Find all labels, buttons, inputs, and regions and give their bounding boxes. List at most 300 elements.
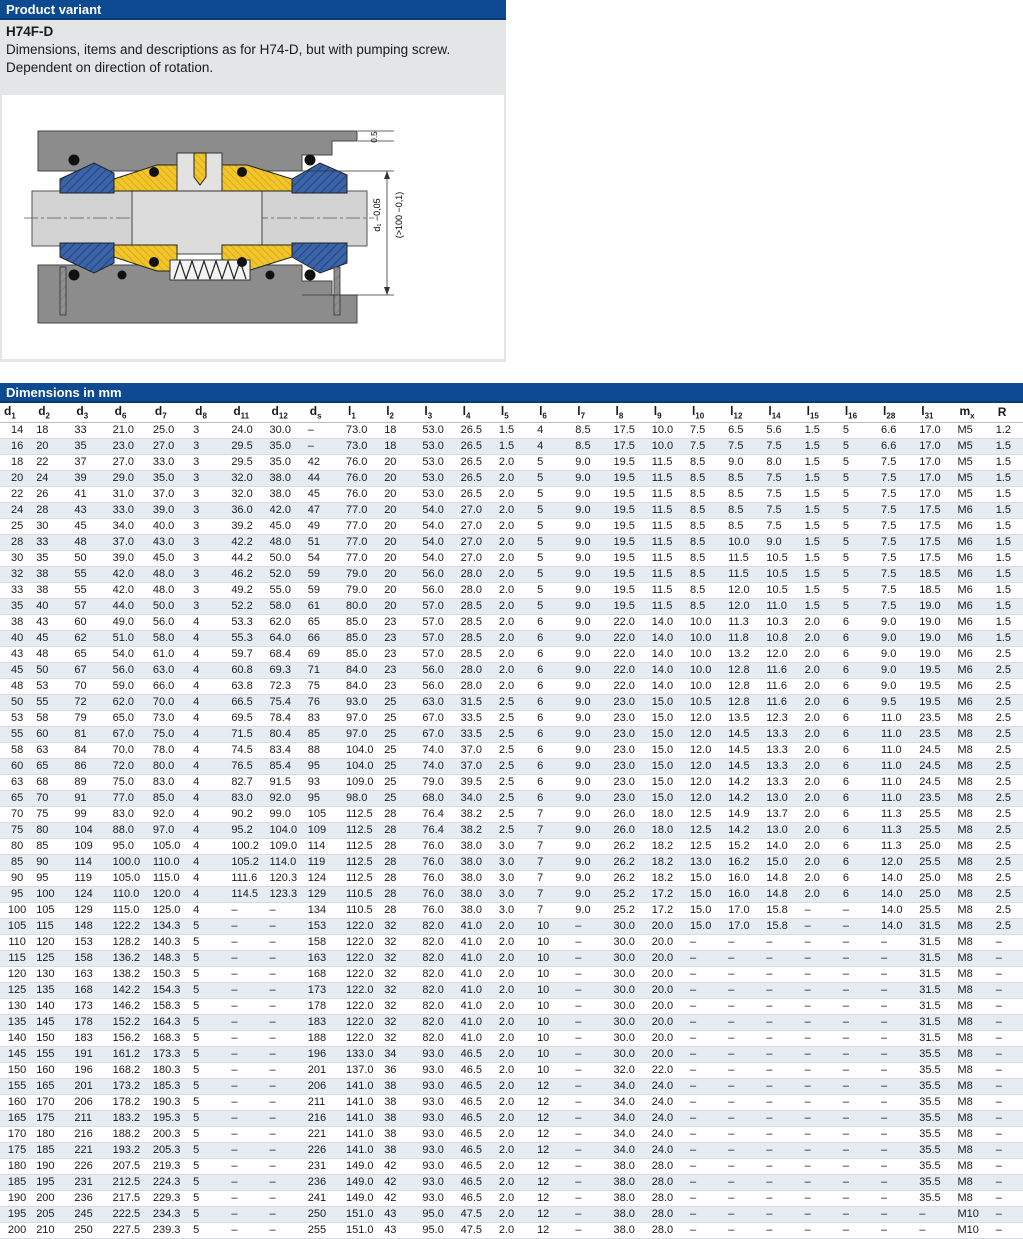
table-cell: 10.5: [688, 694, 726, 710]
table-cell: –: [841, 1206, 879, 1222]
table-cell: 14.2: [726, 790, 764, 806]
table-cell: 12.0: [688, 774, 726, 790]
table-cell: 58: [0, 742, 34, 758]
table-cell: 2.0: [497, 614, 535, 630]
table-cell: M8: [955, 822, 993, 838]
table-cell: –: [764, 966, 802, 982]
table-cell: 236: [72, 1190, 110, 1206]
table-cell: M8: [955, 742, 993, 758]
table-cell: 4: [191, 662, 229, 678]
table-cell: 93.0: [420, 1190, 458, 1206]
table-cell: 5.6: [764, 422, 802, 438]
table-cell: 12.0: [688, 790, 726, 806]
table-cell: –: [726, 1014, 764, 1030]
table-cell: 8.5: [688, 518, 726, 534]
table-cell: 205.3: [151, 1142, 191, 1158]
table-cell: –: [879, 1030, 917, 1046]
table-cell: 68.0: [420, 790, 458, 806]
table-cell: 245: [72, 1206, 110, 1222]
table-cell: 35.5: [917, 1142, 955, 1158]
table-cell: 114: [72, 854, 110, 870]
table-cell: 11.6: [764, 694, 802, 710]
table-cell: 70.0: [111, 742, 151, 758]
table-cell: 5: [535, 502, 573, 518]
column-header-d12: $d_{12}$: [268, 403, 306, 422]
table-cell: –: [573, 1110, 611, 1126]
table-cell: 4: [191, 742, 229, 758]
table-cell: –: [803, 1126, 841, 1142]
table-cell: –: [879, 1078, 917, 1094]
table-cell: 20: [382, 566, 420, 582]
table-cell: 44.2: [229, 550, 267, 566]
table-cell: 2.5: [994, 758, 1023, 774]
table-cell: 5: [191, 1158, 229, 1174]
table-cell: –: [994, 982, 1023, 998]
table-cell: 24: [34, 470, 72, 486]
table-cell: 31.5: [917, 998, 955, 1014]
table-cell: –: [688, 1222, 726, 1238]
table-cell: –: [994, 1078, 1023, 1094]
table-cell: 34: [382, 1046, 420, 1062]
table-cell: 7: [535, 854, 573, 870]
table-cell: 90: [0, 870, 34, 886]
table-cell: 46.5: [459, 1110, 497, 1126]
table-cell: 8.5: [688, 566, 726, 582]
table-cell: 5: [191, 1062, 229, 1078]
table-cell: 115: [0, 950, 34, 966]
table-cell: 56.0: [420, 566, 458, 582]
table-cell: 31.5: [917, 950, 955, 966]
table-cell: 20: [382, 486, 420, 502]
table-cell: M8: [955, 838, 993, 854]
table-cell: 15.0: [650, 790, 688, 806]
table-cell: 9.0: [573, 886, 611, 902]
table-cell: 201: [72, 1078, 110, 1094]
table-cell: 141.0: [344, 1110, 382, 1126]
table-cell: 115.0: [111, 902, 151, 918]
table-cell: M6: [955, 534, 993, 550]
table-cell: 68.4: [268, 646, 306, 662]
table-cell: 35.5: [917, 1174, 955, 1190]
table-cell: 23.0: [612, 774, 650, 790]
table-cell: 3: [191, 454, 229, 470]
table-cell: 63.8: [229, 678, 267, 694]
table-cell: 2.0: [803, 630, 841, 646]
table-cell: 19.5: [612, 486, 650, 502]
table-row: [0, 710, 1023, 726]
table-cell: 175: [34, 1110, 72, 1126]
table-cell: M6: [955, 678, 993, 694]
table-cell: 72.3: [268, 678, 306, 694]
table-cell: 39.0: [111, 550, 151, 566]
table-cell: 26.2: [612, 838, 650, 854]
table-cell: 37.0: [459, 742, 497, 758]
table-cell: 66: [306, 630, 344, 646]
table-cell: 44: [306, 470, 344, 486]
table-cell: 2.0: [497, 1014, 535, 1030]
table-cell: 151.0: [344, 1222, 382, 1238]
table-cell: –: [879, 950, 917, 966]
table-cell: 28.5: [459, 614, 497, 630]
table-cell: 2.5: [497, 790, 535, 806]
table-cell: 20: [382, 502, 420, 518]
table-cell: –: [841, 902, 879, 918]
table-cell: –: [688, 998, 726, 1014]
table-cell: 38.0: [459, 870, 497, 886]
table-cell: 93.0: [420, 1158, 458, 1174]
table-cell: –: [764, 934, 802, 950]
table-cell: 81: [72, 726, 110, 742]
table-cell: –: [879, 1158, 917, 1174]
table-cell: 46.5: [459, 1142, 497, 1158]
table-cell: 31.5: [459, 694, 497, 710]
table-cell: 125.0: [151, 902, 191, 918]
table-cell: M8: [955, 1190, 993, 1206]
table-row: [0, 822, 1023, 838]
table-cell: –: [688, 966, 726, 982]
table-cell: 19.5: [612, 598, 650, 614]
variant-desc-line1: Dimensions, items and descriptions as for H74-D, but with pumping screw.: [6, 42, 451, 57]
table-cell: –: [994, 1014, 1023, 1030]
table-cell: 41.0: [459, 1014, 497, 1030]
table-cell: 17.2: [650, 902, 688, 918]
table-row: [0, 534, 1023, 550]
table-cell: 39.2: [229, 518, 267, 534]
table-cell: 48.0: [151, 566, 191, 582]
table-cell: 8.5: [726, 486, 764, 502]
table-cell: 122.0: [344, 1014, 382, 1030]
table-cell: 35.5: [917, 1190, 955, 1206]
column-header-ds: $d_s$: [306, 403, 344, 422]
table-cell: 11.5: [650, 550, 688, 566]
table-cell: 13.0: [764, 790, 802, 806]
table-cell: 77.0: [111, 790, 151, 806]
table-cell: 26.0: [612, 806, 650, 822]
table-cell: 18.0: [650, 822, 688, 838]
table-cell: –: [268, 1030, 306, 1046]
table-cell: 14: [0, 422, 34, 438]
table-cell: 61.0: [151, 646, 191, 662]
table-cell: –: [764, 1158, 802, 1174]
table-cell: 72: [72, 694, 110, 710]
table-cell: –: [306, 438, 344, 454]
table-cell: 20.0: [650, 982, 688, 998]
column-header-R: R: [994, 403, 1023, 422]
table-cell: 160: [0, 1094, 34, 1110]
table-cell: 38.0: [459, 902, 497, 918]
table-row: [0, 422, 1023, 438]
table-cell: 23: [382, 678, 420, 694]
table-cell: 11.3: [879, 822, 917, 838]
table-cell: 28.0: [650, 1222, 688, 1238]
table-row: [0, 1062, 1023, 1078]
table-cell: 10: [535, 1062, 573, 1078]
table-cell: 10: [535, 918, 573, 934]
table-cell: 23.5: [917, 710, 955, 726]
table-cell: 82.0: [420, 950, 458, 966]
table-cell: 12: [535, 1174, 573, 1190]
table-cell: 100.2: [229, 838, 267, 854]
table-cell: 12.8: [726, 662, 764, 678]
table-cell: 9.0: [573, 582, 611, 598]
table-cell: –: [573, 918, 611, 934]
table-cell: 57: [72, 598, 110, 614]
table-cell: 5: [841, 486, 879, 502]
table-cell: 6: [841, 614, 879, 630]
table-cell: 63: [0, 774, 34, 790]
table-cell: 6: [535, 758, 573, 774]
table-cell: 19.0: [917, 598, 955, 614]
table-cell: 38: [382, 1078, 420, 1094]
table-row: [0, 1142, 1023, 1158]
table-cell: –: [994, 1094, 1023, 1110]
table-cell: 3: [191, 566, 229, 582]
table-cell: 95.0: [420, 1206, 458, 1222]
table-cell: 31.5: [917, 1030, 955, 1046]
table-cell: 141.0: [344, 1126, 382, 1142]
table-cell: 30.0: [612, 982, 650, 998]
table-cell: –: [994, 1062, 1023, 1078]
table-cell: 95.2: [229, 822, 267, 838]
table-cell: 95.0: [420, 1222, 458, 1238]
table-cell: –: [688, 1110, 726, 1126]
table-cell: 161.2: [111, 1046, 151, 1062]
table-cell: 12.8: [726, 694, 764, 710]
table-cell: 163: [72, 966, 110, 982]
table-cell: 92.0: [268, 790, 306, 806]
table-cell: 4: [191, 630, 229, 646]
table-cell: 9.0: [573, 598, 611, 614]
table-cell: 28.0: [459, 582, 497, 598]
table-cell: –: [573, 1046, 611, 1062]
table-cell: 59: [306, 582, 344, 598]
table-cell: M10: [955, 1222, 993, 1238]
table-cell: –: [726, 1142, 764, 1158]
table-cell: 99.0: [268, 806, 306, 822]
table-row: [0, 1094, 1023, 1110]
table-cell: 17.0: [917, 486, 955, 502]
table-cell: 5: [191, 1030, 229, 1046]
table-cell: 4: [191, 886, 229, 902]
table-cell: M8: [955, 1174, 993, 1190]
table-cell: –: [688, 934, 726, 950]
table-cell: 6: [841, 838, 879, 854]
table-cell: –: [803, 1062, 841, 1078]
table-cell: 20.0: [650, 1014, 688, 1030]
table-cell: 216: [72, 1126, 110, 1142]
table-cell: 4: [191, 694, 229, 710]
table-row: [0, 806, 1023, 822]
table-cell: M5: [955, 486, 993, 502]
table-cell: 236: [306, 1174, 344, 1190]
table-cell: 6: [841, 742, 879, 758]
table-cell: –: [803, 1222, 841, 1238]
table-cell: 16: [0, 438, 34, 454]
table-cell: 62.0: [111, 694, 151, 710]
table-cell: 45.0: [268, 518, 306, 534]
table-cell: 51: [306, 534, 344, 550]
table-cell: 4: [191, 758, 229, 774]
table-cell: 77.0: [344, 550, 382, 566]
table-cell: 25: [0, 518, 34, 534]
table-cell: M8: [955, 854, 993, 870]
table-cell: 15.0: [650, 726, 688, 742]
table-cell: 50: [72, 550, 110, 566]
table-cell: 5: [191, 1126, 229, 1142]
table-cell: 88.0: [111, 822, 151, 838]
table-cell: 1.5: [497, 422, 535, 438]
table-cell: 12.0: [688, 710, 726, 726]
table-cell: 20: [382, 518, 420, 534]
table-cell: 12.0: [879, 854, 917, 870]
table-cell: –: [688, 1126, 726, 1142]
table-cell: 14.0: [879, 870, 917, 886]
table-cell: 1.5: [994, 550, 1023, 566]
table-cell: 97.0: [344, 726, 382, 742]
table-cell: 41.0: [459, 982, 497, 998]
table-cell: 255: [306, 1222, 344, 1238]
table-cell: 3: [191, 598, 229, 614]
table-cell: 6: [841, 854, 879, 870]
table-cell: –: [726, 1158, 764, 1174]
table-cell: –: [688, 1062, 726, 1078]
table-cell: 2.5: [994, 838, 1023, 854]
table-cell: 12: [535, 1142, 573, 1158]
table-cell: 4: [191, 838, 229, 854]
table-row: [0, 1078, 1023, 1094]
table-cell: 1.2: [994, 422, 1023, 438]
table-cell: 76.4: [420, 822, 458, 838]
table-cell: –: [726, 998, 764, 1014]
table-cell: 36: [382, 1062, 420, 1078]
table-cell: 63.0: [420, 694, 458, 710]
table-cell: 38.0: [612, 1222, 650, 1238]
table-cell: 12.0: [726, 598, 764, 614]
table-cell: –: [994, 1222, 1023, 1238]
table-cell: –: [841, 1190, 879, 1206]
table-cell: 31.5: [917, 1014, 955, 1030]
table-cell: 32: [382, 982, 420, 998]
table-cell: –: [573, 1078, 611, 1094]
table-cell: 2.5: [497, 806, 535, 822]
table-cell: 74.0: [420, 758, 458, 774]
table-cell: 145: [34, 1014, 72, 1030]
table-row: [0, 614, 1023, 630]
table-cell: 100.0: [111, 854, 151, 870]
table-cell: 2.0: [497, 1142, 535, 1158]
table-cell: M8: [955, 1078, 993, 1094]
table-row: [0, 550, 1023, 566]
table-cell: –: [841, 950, 879, 966]
table-cell: 9.0: [573, 774, 611, 790]
table-cell: 11.3: [879, 806, 917, 822]
table-cell: 142.2: [111, 982, 151, 998]
table-cell: 35.0: [268, 454, 306, 470]
table-row: [0, 1110, 1023, 1126]
table-cell: 57.0: [420, 614, 458, 630]
table-cell: 1.5: [803, 502, 841, 518]
table-cell: 23: [382, 630, 420, 646]
table-cell: 23.5: [917, 790, 955, 806]
table-cell: 45: [306, 486, 344, 502]
table-cell: 112.5: [344, 806, 382, 822]
table-cell: 22.0: [612, 662, 650, 678]
table-cell: 141.0: [344, 1094, 382, 1110]
table-cell: 28.0: [650, 1158, 688, 1174]
table-cell: 9.0: [573, 518, 611, 534]
table-row: [0, 982, 1023, 998]
table-row: [0, 598, 1023, 614]
table-cell: 9.0: [879, 662, 917, 678]
table-cell: 11.5: [650, 454, 688, 470]
table-cell: 18.0: [650, 806, 688, 822]
table-cell: M8: [955, 758, 993, 774]
table-cell: 3: [191, 470, 229, 486]
table-cell: M8: [955, 1014, 993, 1030]
table-cell: 62: [72, 630, 110, 646]
drawing-area: [0, 95, 506, 362]
table-cell: 148: [72, 918, 110, 934]
table-cell: 120: [0, 966, 34, 982]
table-cell: 32.0: [229, 486, 267, 502]
table-cell: 12: [535, 1206, 573, 1222]
table-cell: 25.5: [917, 854, 955, 870]
table-cell: 200.3: [151, 1126, 191, 1142]
table-cell: 201: [306, 1062, 344, 1078]
table-cell: 13.2: [726, 646, 764, 662]
table-cell: 7: [535, 886, 573, 902]
table-cell: 141.0: [344, 1078, 382, 1094]
table-cell: 133.0: [344, 1046, 382, 1062]
table-cell: 56.0: [420, 678, 458, 694]
table-cell: –: [994, 1110, 1023, 1126]
table-cell: 2.0: [497, 1158, 535, 1174]
table-cell: 6: [535, 774, 573, 790]
table-cell: 158.3: [151, 998, 191, 1014]
table-cell: 6: [535, 662, 573, 678]
table-cell: –: [803, 934, 841, 950]
table-cell: 185.3: [151, 1078, 191, 1094]
table-cell: 93.0: [420, 1174, 458, 1190]
table-cell: 76.0: [420, 902, 458, 918]
table-cell: 76.0: [344, 486, 382, 502]
table-cell: 7.5: [879, 486, 917, 502]
table-cell: –: [688, 1094, 726, 1110]
table-cell: –: [268, 1094, 306, 1110]
table-cell: –: [841, 1222, 879, 1238]
table-cell: –: [994, 1126, 1023, 1142]
table-cell: –: [726, 1190, 764, 1206]
table-cell: –: [726, 1110, 764, 1126]
table-cell: 2.0: [497, 550, 535, 566]
variant-text-block: [0, 20, 506, 92]
table-cell: 145: [0, 1046, 34, 1062]
table-cell: 19.5: [917, 694, 955, 710]
table-row: [0, 1174, 1023, 1190]
table-cell: –: [268, 902, 306, 918]
table-cell: –: [803, 1110, 841, 1126]
table-cell: 6: [841, 662, 879, 678]
table-cell: 5: [535, 534, 573, 550]
table-cell: 37.0: [459, 758, 497, 774]
table-cell: 20.0: [650, 1046, 688, 1062]
table-cell: 124: [306, 870, 344, 886]
table-cell: 54: [306, 550, 344, 566]
table-cell: 5: [535, 550, 573, 566]
table-cell: 2.0: [803, 646, 841, 662]
table-cell: –: [573, 1126, 611, 1142]
table-cell: –: [803, 1158, 841, 1174]
